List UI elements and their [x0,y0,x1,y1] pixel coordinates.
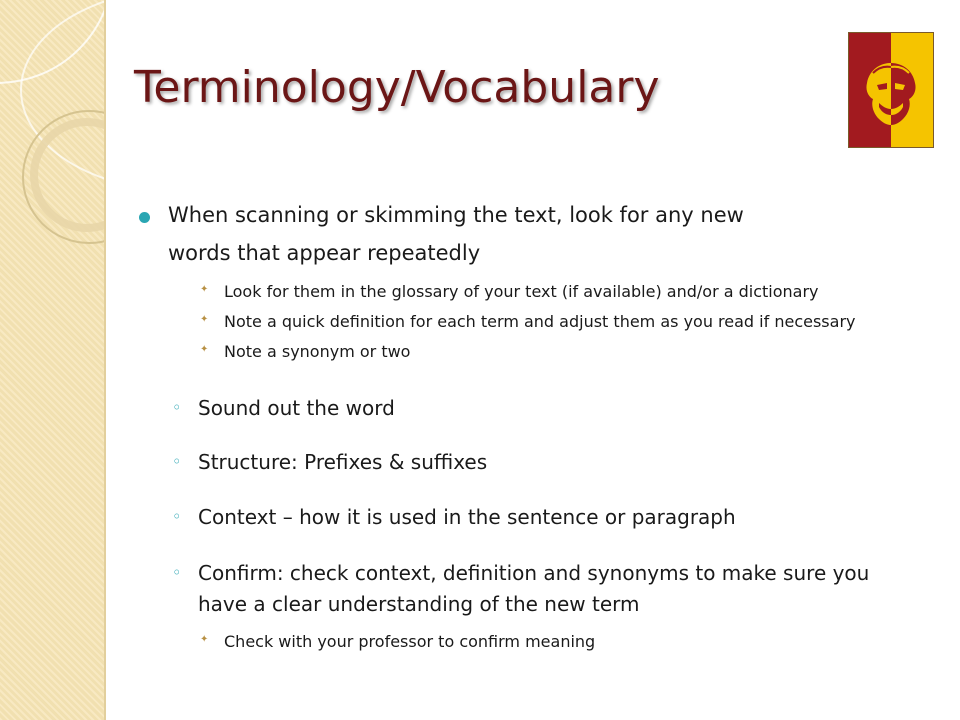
star-bullet-icon: ✦ [200,314,209,325]
slide-title: Terminology/Vocabulary [134,62,660,113]
star-bullet-icon: ✦ [200,344,209,355]
ring-bullet-icon: ◦ [172,507,182,526]
step-item-line-2: have a clear understanding of the new term [198,592,640,616]
star-bullet-icon: ✦ [200,284,209,295]
ring-bullet-icon: ◦ [172,398,182,417]
step-item: Context – how it is used in the sentence or paragraph [198,505,736,529]
gorilla-mascot-icon [848,32,934,148]
step-item: Sound out the word [198,396,395,420]
main-bullet-line-1: When scanning or skimming the text, look for any new [168,203,744,227]
ring-bullet-icon: ◦ [172,452,182,471]
sub-bullet: Note a quick definition for each term and adjust them as you read if necessary [224,312,856,331]
star-bullet-icon: ✦ [200,634,209,645]
sidebar-divider [104,0,106,720]
bullet-dot-icon [139,212,150,223]
step-item-line-1: Confirm: check context, definition and synonyms to make sure you [198,561,870,585]
sub-bullet: Check with your professor to confirm meaning [224,632,596,651]
sub-bullet: Look for them in the glossary of your text (if available) and/or a dictionary [224,282,819,301]
sub-bullet: Note a synonym or two [224,342,411,361]
decorative-sidebar [0,0,106,720]
main-bullet-line-2: words that appear repeatedly [168,241,481,265]
ring-bullet-icon: ◦ [172,563,182,582]
step-item: Structure: Prefixes & suffixes [198,450,488,474]
